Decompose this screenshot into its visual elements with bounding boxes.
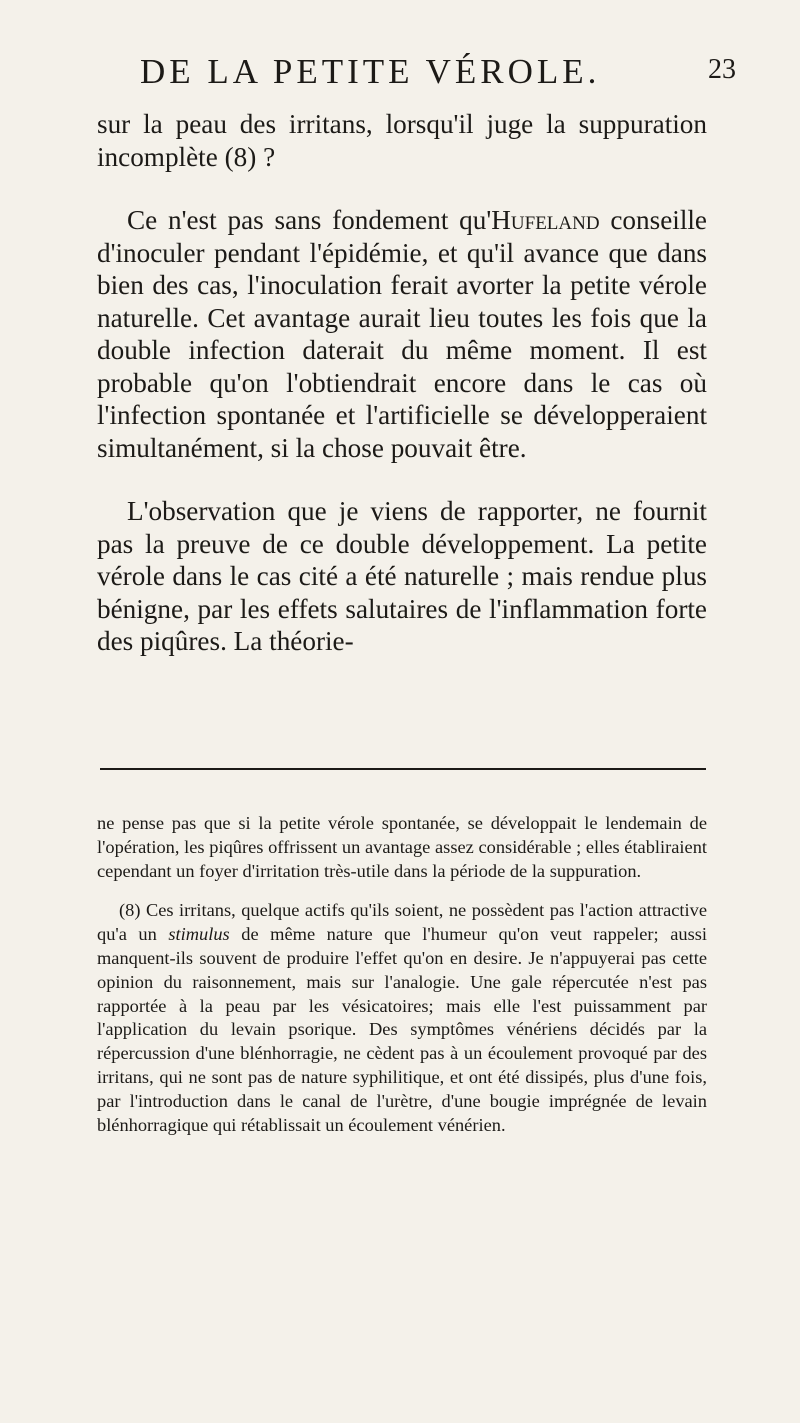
running-title: DE LA PETITE VÉROLE. xyxy=(140,52,601,91)
paragraph-1: sur la peau des irritans, lorsqu'il juge la suppuration incomplète (8) ? xyxy=(97,109,707,172)
footnote-8 xyxy=(97,899,707,1137)
page-number: 23 xyxy=(708,54,736,85)
footnote-8-rest: de même nature que l'humeur qu'on veut rappeler; aussi manquent-ils souvent de produire l'effet qu'on en desire. Je n'appuyerai pas cette opinion du raisonnement, mais sur l'analogie. Une gale répercutée n'est pas rapportée à la peau par les vésicatoires; mais elle l'est puissamment par l'application du levain psorique. Des symptômes vénériens décidés par la répercussion d'une blénhorragie, ne cèdent pas à un écoulement provoqué par des irritans, qui ne sont pas de nature syphilitique, et ont été dissipés, plus d'une fois, par l'introduction dans le canal de l'urètre, d'une bougie imprégnée de levain blénhorragique qui rétablissait un écoulement vénérien. xyxy=(97,924,707,1135)
paragraph-2-rest: conseille d'inoculer pendant l'épidémie, et qu'il avance que dans bien des cas, l'inoculation ferait avorter la petite vérole naturelle. Cet avantage aurait lieu toutes les fois que la double infection daterait du même moment. Il est probable qu'on l'obtiendrait encore dans le cas où l'infection spontanée et l'artificielle se développeraient simultanément, si la chose pouvait être. xyxy=(97,205,707,463)
paragraph-2 xyxy=(97,204,707,464)
footnote-rule xyxy=(100,768,706,770)
footnote-8-italic: stimulus xyxy=(168,924,230,945)
paragraph-2-start: Ce n'est pas sans fondement qu' xyxy=(127,205,492,235)
paragraph-3: L'observation que je viens de rapporter, ne fournit pas la preuve de ce double développement. La petite vérole dans le cas cité a été naturelle ; mais rendue plus bénigne, par les effets salutaires de l'inflammation forte des piqûres. La théorie- xyxy=(97,496,707,656)
author-name: Hufeland xyxy=(491,205,600,235)
footnotes xyxy=(97,812,707,1153)
footnote-continuation: ne pense pas que si la petite vérole spontanée, se développait le lendemain de l'opération, les piqûres offrissent un avantage assez considérable ; elles établiraient cependant un foyer d'irritation très-utile dans la période de la suppuration. xyxy=(97,813,707,881)
main-text xyxy=(97,108,707,689)
footnote-8-start: (8) Ces irritans, quelque actifs qu'ils soient, ne possèdent pas l'action attractive qu'a un xyxy=(97,900,707,945)
running-head xyxy=(140,52,736,92)
